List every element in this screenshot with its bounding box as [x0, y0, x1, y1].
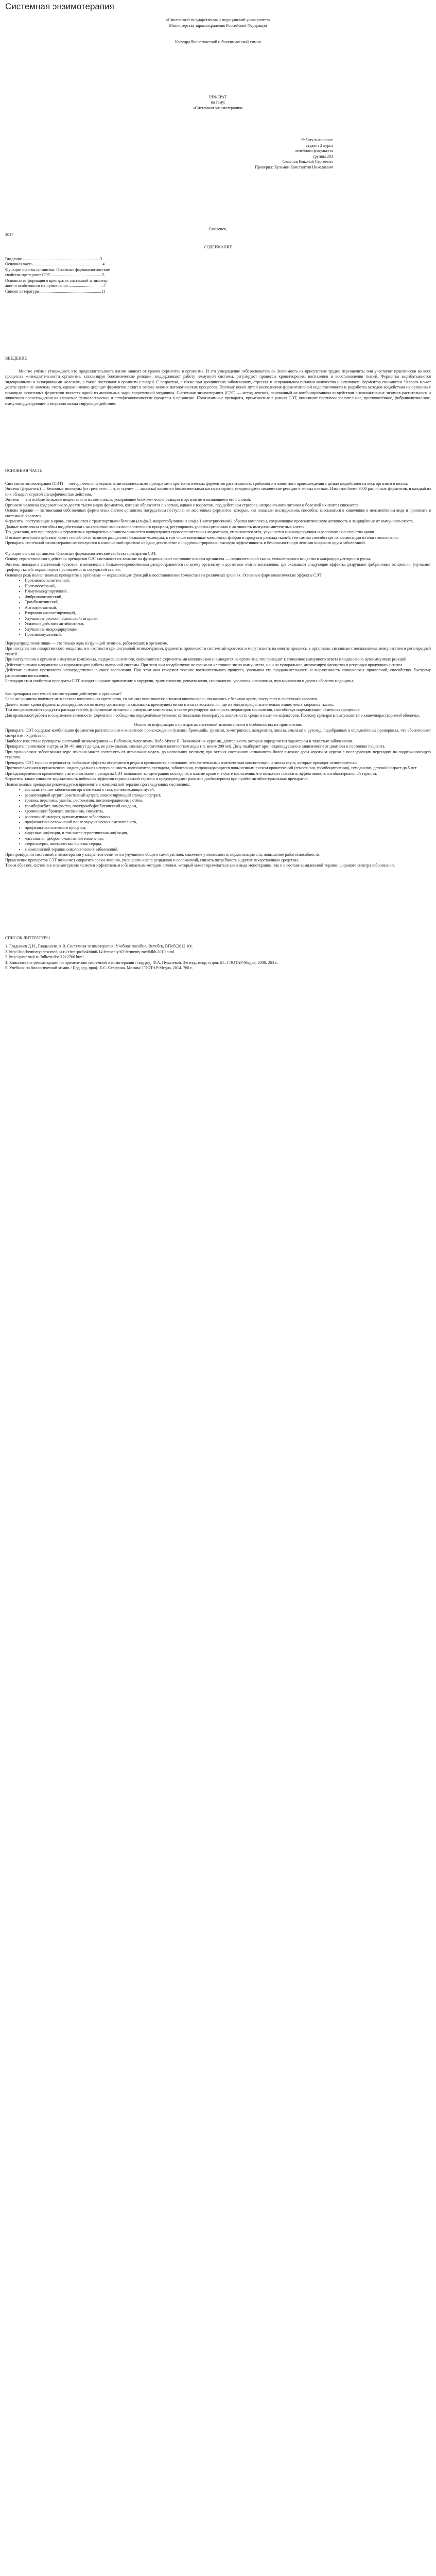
info-paragraph: Далее с током крови ферменты распределяются по всему организму, накапливаясь преимущественно в очагах воспаления, где их концентрация значительно выше, чем в здоровых тканях. — [5, 702, 334, 707]
list-item: • Противоопухолевый. — [25, 632, 431, 638]
topic-intro: на тему: — [211, 100, 225, 105]
main-paragraph: Энзимы, попадая в системный кровоток, в комплексе с белками-переносчиками распространяются по всему организму и достигают очагов воспаления, где оказывают следующие эффекты: разрушают фибриновые отложения, улучшают трофику тканей, нормализуют проницаемость сосудистой стенки. — [5, 562, 431, 572]
info-paragraph: Препараты СЭТ содержат комбинацию ферментов растительного и животного происхождения (папаин, бромелайн, трипсин, химотрипсин, панкреатин, липаза, амилаза) и рутозид, подобранных в определённых пропорциях, что обеспечивает синергизм их действия. — [5, 727, 431, 738]
list-item: • Тромболитический, — [25, 600, 431, 605]
main-paragraph: Системная энзимотерапия (СЭТ) — метод лечения специальными комплексными препаратами протеолитических ферментов растительного, грибкового и животного происхождения с целью воздействия на весь организм в целом. — [5, 481, 408, 486]
doc-type: РЕФЕРАТ — [209, 94, 227, 99]
list-item: • профилактика осложнений после хирургических вмешательств, — [25, 820, 431, 825]
author-line: группы 203 — [312, 154, 333, 159]
list-item: • вирусные инфекции, в том числе герпетическая инфекция, — [25, 831, 431, 836]
toc-row: Список литературы............................................................11 — [5, 289, 106, 294]
list-item: • мастопатия, фиброзно-кистозные изменения, — [25, 836, 431, 842]
checker: Проверил: Кузьмин Константин Николаевич — [255, 164, 333, 170]
document — [0, 0, 436, 971]
reference-item: 3. http://pasternak.ru/fulltext/doc/1212766.html — [5, 955, 84, 959]
info-paragraph: Там они расщепляют продукты распада тканей, фибриновые отложения, иммунные комплексы, а также регулируют активность медиаторов воспаления, способствуя нормализации обменных процессов. — [5, 707, 361, 712]
effects-list — [5, 578, 431, 638]
refs-heading: СПИСОК ЛИТЕРАТУРЫ — [5, 935, 50, 940]
info-paragraph: Противопоказания к применению: индивидуальная непереносимость компонентов препарата, заболевания, сопровождающиеся повышенным риском кровотечений (гемофилия, тромбоцитопения), гемодиализ, детский возраст до 5 лет. — [5, 766, 417, 770]
info-paragraph: Таким образом, системная энзимотерапия является эффективным и безопасным методом лечения, который может применяться как в виде монотерапии, так и в составе комплексной терапии широкого спектра заболеваний. — [5, 863, 395, 868]
main-paragraph: Энзимы (ферменты) — белковые молекулы (от греч. «en» — в, и «zyme» — закваска) являются биологическими катализаторами, ускоряющими химические реакции в живых клетках. Известно более 3000 различных ферментов, и каждый из них обладает строгой специфичностью действия. — [5, 486, 431, 497]
toc-row: апии и особенности их применения...................................7 — [5, 283, 106, 288]
main-paragraph: Основа терапии — активизация собственных ферментных систем организма посредством поступления экзогенных ферментов, которые, как показали исследования, способны всасываться в кишечнике в неизменённом виде и проникать в системный кровоток. — [5, 508, 431, 518]
references — [5, 936, 431, 971]
main-paragraph: Препараты системной энзимотерапии используются в клинической практике не одно десятилетие и продемонстрировали высокую эффективность и безопасность при лечении широкого круга заболеваний. — [5, 540, 366, 545]
main-paragraph: Данные комплексы способны воздействовать на ключевые звенья воспалительного процесса, регулировать уровень цитокинов и активность иммунокомпетентных клеток. — [5, 524, 306, 529]
topic: «Системная энзимотерапия» — [193, 105, 243, 110]
intro-heading: ВВЕДЕНИЕ — [5, 356, 27, 361]
year: 2017 — [5, 232, 13, 237]
toc-row: Введение............................................................................3 — [5, 256, 102, 261]
main-paragraph: Организм человека содержит около десяти тысяч видов ферментов, которые образуются в клетках, однако с возрастом, под действием стрессов, неправильного питания и болезней их синтез снижается. — [5, 502, 360, 507]
list-item: • Антиагрегантный, — [25, 605, 431, 611]
main-paragraph: При поступлении в организм иммунные комплексы, содержащие антиген, связываются с ферментными комплексами и выводятся из организма, что приводит к снижению иммунного ответа и подавлению аутоиммунных реакций. — [5, 657, 408, 662]
info-paragraph: Ферменты также снижают выраженность побочных эффектов гормональной терапии и предупреждают развитие дисбактериоза при приёме антибактериальных препаратов. — [5, 776, 309, 781]
reference-item: 4. Клинические рекомендации по применению системной энзимотерапии / под ред. Ф.А. Пухачевой. 3-е изд., испр. и доп. М.: ГЭОТАР-Медиа, 2008. 264 с. — [5, 960, 278, 965]
author-line: Семенов Николай Сергеевич — [282, 159, 333, 164]
info-paragraph: Препараты принимают внутрь за 30–40 минут до еды, не разжёвывая, запивая достаточным количеством воды (не менее 200 мл). Дозу подбирает врач индивидуально в зависимости от диагноза и состояния пациента. — [5, 744, 386, 749]
list-item: • Иммуномодулирующий, — [25, 589, 431, 595]
list-item: • Противовоспалительный, — [25, 578, 431, 584]
list-item: • воспалительные заболевания органов малого таза, мочевыводящих путей, — [25, 787, 431, 793]
main-paragraph: При поступлении лекарственного вещества, и в частности при системной энзимотерапии, ферменты проникают в системный кровоток и могут влиять на многие процессы в организме, связанные с воспалением, иммунитетом и регенерацией тканей. — [5, 646, 431, 656]
main-paragraph: Действие энзимов направлено на нормализацию работы иммунной системы. При этом они воздействуют не только на клеточное звено иммунитета, но и на гуморальное, активизируя фагоцитоз и регулируя продукцию антител. — [5, 662, 404, 667]
info-paragraph: Препараты СЭТ хорошо переносятся, побочные эффекты встречаются редко и проявляются в основном незначительными изменениями консистенции и запаха стула, которые проходят самостоятельно. — [5, 760, 359, 765]
list-item: • в комплексной терапии онкологических заболеваний. — [25, 847, 431, 853]
list-item: • хронический бронхит, пневмония, синуситы, — [25, 809, 431, 815]
uses-list — [5, 787, 431, 852]
page-title: Системная энзимотерапия — [5, 2, 114, 11]
main-part — [5, 468, 431, 684]
subsection-heading: Функции основы организма. Основные фармакологические свойства препаратов СЭТ. — [5, 551, 156, 556]
main-paragraph: Основная роль полиэнзимных препаратов в организме — нормализация функций и восстановление гомеостаза на различных уровнях. Основные фармакологические эффекты СЭТ: — [5, 572, 323, 578]
toc-heading: СОДЕРЖАНИЕ — [204, 245, 232, 249]
department-name: Кафедра биологической и биохимической химии — [175, 40, 261, 44]
university-name: «Смоленский государственный медицинский университет» — [166, 18, 270, 22]
list-item: • атеросклероз, ишемическая болезнь сердца, — [25, 841, 431, 847]
author-block — [5, 138, 431, 165]
info-paragraph: При хронических заболеваниях курс лечения может составлять от нескольких недель до нескольких месяцев; при острых состояниях назначаются более высокие дозы коротким курсом с последующим переходом на поддерживающую терапию. — [5, 749, 431, 759]
info-paragraph: При проведении системной энзимотерапии у пациентов отмечается улучшение общего самочувствия, снижение утомляемости, нормализация сна, повышение работоспособности. — [5, 852, 321, 857]
info-paragraph: Полиэнзимные препараты рекомендуется применять в комплексной терапии при следующих состояниях: — [5, 782, 190, 787]
intro-paragraph: Многие учёные утверждают, что продолжительность жизни зависит от уровня ферментов в организме. И это утверждение небезосновательно. Значимость их присутствия трудно переоценить: они участвуют практически во всех процессах жизнедеятельности организма, катализируя биохимические реакции, поддерживают работу иммунной системы, регулируют процессы кроветворения, воспаления и восстановления тканей. Ферменты вырабатываются эндокринными и экзокринными железами, а также поступают в организм с пищей. С возрастом, а также при хронических заболеваниях, стрессах и неправильном питании количество и активность ферментов снижаются. Человек может долгое время не замечать этого, однако именно дефицит ферментов лежит в основе многих патологических процессов. Поэтому поиск путей восполнения ферментативной недостаточности и разработка методов воздействия на организм с помощью экзогенных ферментов является одной из актуальных задач современной медицины. Системная энзимотерапия (СЭТ) — метод лечения, основанный на комбинированном воздействии высокоактивных энзимов растительного и животного происхождения на ключевые физиологические и патофизиологические процессы в организме. Полиэнзимные препараты, применяемые в рамках СЭТ, оказывают противовоспалительное, противоотёчное, фибринолитическое, иммуномодулирующее и вторично анальгезирующее действие. — [5, 368, 431, 406]
author-line: лечебного факультета — [294, 148, 333, 153]
info-paragraph: Наиболее известные препараты системной энзимотерапии — Вобэнзим, Флогэнзим, Вобэ-Мугос Е. Назначают их курсами, длительность которых определяется характером и тяжестью заболевания. — [5, 738, 353, 743]
info-part — [5, 691, 431, 869]
list-item: • рассеянный склероз, аутоиммунные заболевания, — [25, 815, 431, 820]
list-item: • Противоотёчный, — [25, 584, 431, 589]
table-of-contents — [5, 245, 431, 294]
info-paragraph: Если же организм получает их в составе комплексных препаратов, то энзимы всасываются в тонком кишечнике и, связавшись с белками крови, поступают в системный кровоток. — [5, 697, 319, 701]
city: Смоленск, — [208, 227, 228, 231]
toc-row: Основная информация о препаратах системной энзимотер — [5, 278, 108, 283]
main-paragraph: Перераспределение пищи — это только одна из функций энзимов, работающих в организме. — [5, 640, 168, 646]
main-paragraph: Благодаря этим свойствам препараты СЭТ находят широкое применение в хирургии, травматологии, ревматологии, гинекологии, урологии, ангиологии, пульмонологии и других областях медицины. — [5, 679, 354, 683]
list-item: • Улучшение микроциркуляции, — [25, 627, 431, 633]
ministry-name: Министерства здравоохранения Российской Федерации — [169, 23, 267, 28]
list-item: • Улучшение реологических свойств крови, — [25, 616, 431, 622]
info-heading: Как препараты системной энзимотерапии действуют в организме? — [5, 691, 122, 696]
main-heading: ОСНОВНАЯ ЧАСТЬ — [5, 468, 43, 473]
main-paragraph: Энзимы — это особые белковые вещества или их комплексы, ускоряющие биохимические реакции в организме и являющиеся его основой. — [5, 497, 251, 502]
main-paragraph: Основу терапевтического действия препаратов СЭТ составляет их влияние на функциональное состояние основы организма — соединительной ткани, межклеточного вещества и микроциркуляторного русла. — [5, 556, 371, 561]
list-item: • профилактика спаечного процесса, — [25, 825, 431, 831]
list-item: • ревматоидный артрит, реактивный артрит, анкилозирующий спондилоартрит, — [25, 793, 431, 799]
author-line: студент 2 курса — [306, 143, 333, 148]
main-paragraph: В основе лечебного действия лежит способность энзимов расщеплять белковые молекулы, в том числе иммунные комплексы, фибрин и продукты распада тканей, тем самым способствуя их элиминации из очага воспаления. — [5, 535, 399, 540]
introduction — [5, 356, 431, 406]
list-item: • травмы, переломы, ушибы, растяжения, послеоперационные отёки, — [25, 798, 431, 804]
reference-item: 2. http://biochemistry.terra-medica.ru/elect-po-bokhimii/14-fermenty/63-fermenty-medhfkb.2010.html — [5, 949, 175, 954]
list-item: • тромбофлебит, лимфостаз, посттромбофлебитический синдром, — [25, 804, 431, 809]
subsection-heading: Основная информация о препаратах системной энзимотерапии и особенностях их применения. — [134, 722, 302, 727]
toc-row: Основная часть....................................................................4 — [5, 262, 105, 266]
author-line: Работу выполнил: — [301, 138, 333, 142]
info-paragraph: При одновременном применении с антибиотиками препараты СЭТ повышают концентрацию последних в плазме крови и в очаге воспаления, что позволяет повысить эффективность антибактериальной терапии. — [5, 771, 377, 776]
reference-item: 5. Учебник по биологической химии / Под ред. проф. Е.С. Северина. Москва: ГЭОТАР-Медиа, 2014. 768 с. — [5, 965, 194, 970]
list-item: • Вторично анальгезирующий, — [25, 611, 431, 616]
reference-item: 1. Гладышев Д.И., Гладышева А.В. Системная энзимотерапия: Учебное пособие.-Витебск, ВГМУ,2012 10с. — [5, 944, 194, 948]
info-paragraph: Для правильной работы и сохранения активности ферментов необходимы определённые условия: оптимальная температура, кислотность среды и наличие кофакторов. Поэтому препараты выпускаются в кишечнорастворимой оболочке. — [5, 713, 420, 718]
main-paragraph: Ферменты, поступающие в кровь, связываются с транспортными белками (альфа-2-макроглобулином и альфа-1-антитрипсином), образуя комплексы, сохраняющие протеолитическую активность и защищённые от иммунного ответа. — [5, 519, 414, 523]
info-paragraph: Применение препаратов СЭТ позволяет сократить сроки лечения, уменьшить число рецидивов и осложнений, снизить потребность в других лекарственных средствах. — [5, 857, 300, 862]
title-page — [5, 18, 431, 238]
toc-row: свойства препаратов СЭТ...................................................5 — [5, 273, 104, 277]
list-item: • Фибринолитический, — [25, 595, 431, 600]
toc-row: Функции основы организма. Основные фармакологические — [5, 267, 110, 272]
main-paragraph: Так, доказано, что при введении ферментных препаратов в организм снижается концентрация провоспалительных медиаторов, уменьшается отёк, улучшается микроциркуляция и реологические свойства крови. — [5, 530, 375, 534]
main-paragraph: Действие энзимов проявляется непосредственно в очаге воспаления. При этом они ускоряют течение воспалительного процесса, уменьшая его продолжительность и выраженность клинических проявлений, способствуя быстрому разрешению воспаления. — [5, 668, 431, 678]
refs-list — [5, 944, 431, 971]
list-item: • Усиление действия антибиотиков, — [25, 621, 431, 627]
